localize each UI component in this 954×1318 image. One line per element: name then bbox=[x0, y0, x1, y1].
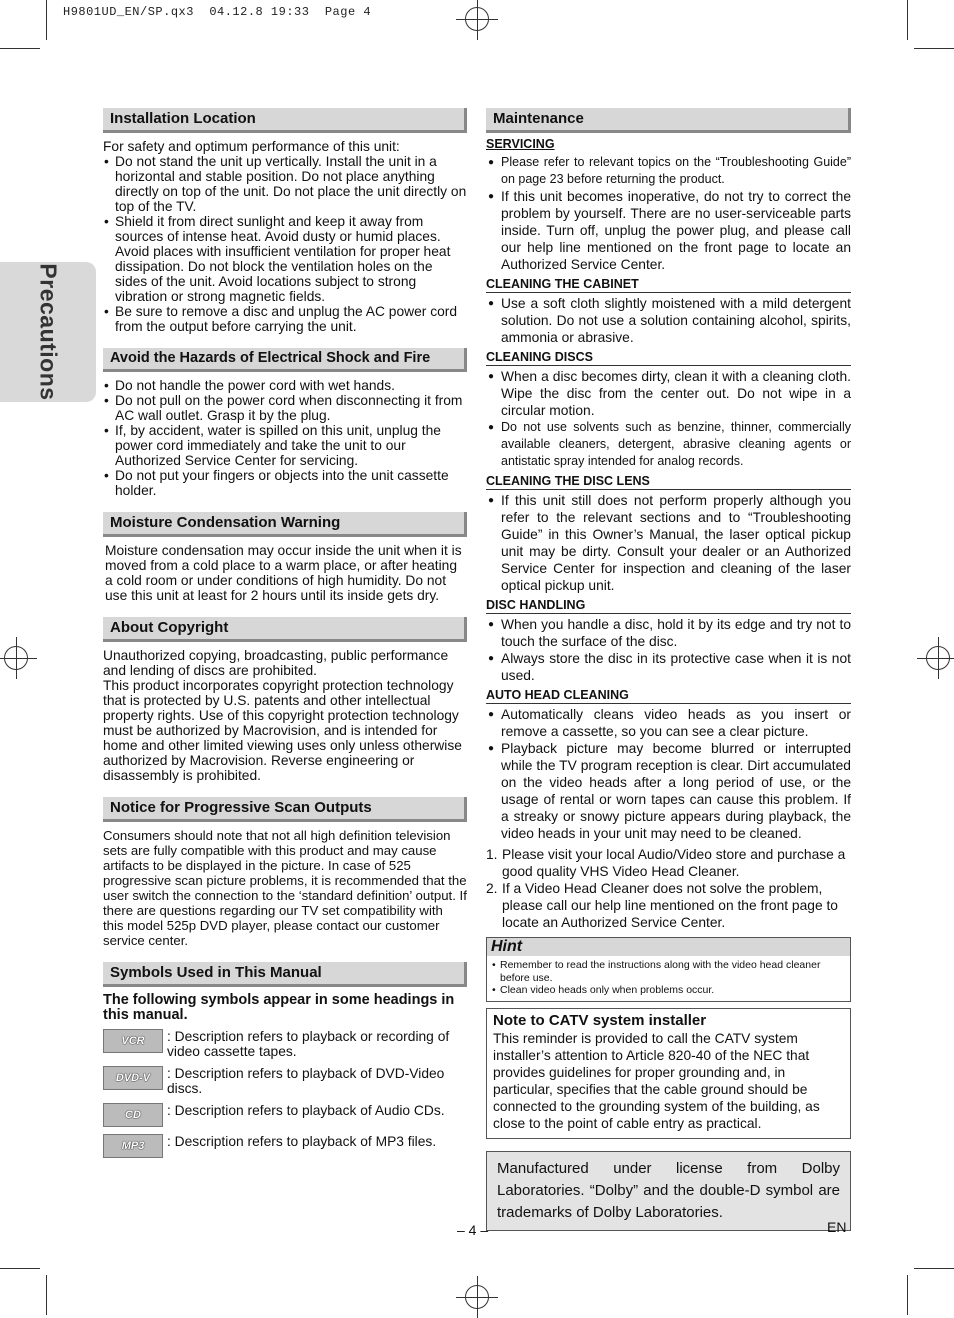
symbol-row bbox=[103, 1029, 467, 1059]
catv-text: This reminder is provided to call the CATV system installer’s attention to Article 820-40 of the NEC that provides guidelines for proper grounding and, in particular, specifies that the cable ground should be connected to the grounding system of the building, as close to the point of cable entry as practical. bbox=[493, 1030, 820, 1131]
progressive-text: Consumers should note that not all high definition television sets are fully compatible with this product and may cause artifacts to be displayed in the picture. In case of 525 progressive scan picture problems, it is recommended that the user switch the connection to the ‘standard definition’ output. If there are questions regarding our TV set compatibility with this model 525p DVD player, please contact our customer service center. bbox=[103, 828, 467, 948]
section-heading: Maintenance bbox=[486, 108, 851, 133]
symbol-row bbox=[103, 1134, 467, 1158]
symbols-section bbox=[103, 962, 467, 1158]
subheading: SERVICING bbox=[486, 137, 555, 151]
symbol-description: : Description refers to playback or recording of video cassette tapes. bbox=[167, 1029, 450, 1059]
cd-icon: CD bbox=[103, 1103, 163, 1127]
symbol-description: : Description refers to playback of MP3 files. bbox=[167, 1134, 437, 1149]
section-heading: Moisture Condensation Warning bbox=[103, 512, 467, 537]
list-item: • Do not put your fingers or objects into the unit cassette holder. bbox=[104, 468, 449, 498]
list-item: ● Always store the disc in its protective case when it is not used. bbox=[488, 651, 851, 683]
vcr-icon: VCR bbox=[103, 1029, 163, 1053]
list-item: • Clean video heads only when problems occur. bbox=[492, 984, 715, 996]
list-item: ● When a disc becomes dirty, clean it with a cleaning cloth. Wipe the disc from the center out. Do not wipe in a circular motion. bbox=[488, 369, 851, 418]
section-heading: About Copyright bbox=[103, 617, 467, 642]
hint-title: Hint bbox=[487, 938, 850, 956]
list-item: • Be sure to remove a disc and unplug the AC power cord from the output before carrying the unit. bbox=[104, 304, 458, 334]
subheading: AUTO HEAD CLEANING bbox=[486, 688, 851, 704]
copyright-text: This product incorporates copyright protection technology that is protected by U.S. patents and other intellectual property rights. Use of this copyright protection technology must be authorized by Macrovision, and is intended for home and other limited viewing uses only unless otherwise authorized by Macrovision. Reverse engineering or disassembly is prohibited. bbox=[103, 678, 462, 783]
crop-mark bbox=[907, 0, 908, 40]
registration-mark-icon bbox=[926, 646, 950, 670]
registration-mark-icon bbox=[465, 1285, 489, 1309]
moisture-section bbox=[103, 512, 467, 603]
section-heading: Installation Location bbox=[103, 108, 467, 133]
section-heading: Notice for Progressive Scan Outputs bbox=[103, 797, 467, 822]
section-heading: Avoid the Hazards of Electrical Shock and Fire bbox=[103, 348, 467, 372]
list-item: • Do not handle the power cord with wet hands. bbox=[104, 378, 395, 393]
print-header: H9801UD_EN/SP.qx3 04.12.8 19:33 Page 4 bbox=[63, 5, 372, 19]
subheading: CLEANING THE DISC LENS bbox=[486, 474, 851, 490]
list-item: • Shield it from direct sunlight and keep it away from sources of intense heat. Avoid dusty or humid places. Avoid places with insufficient ventilation for proper heat dissipation. Do not block the ventilation holes on the sides of the unit. Avoid locations subject to strong vibration or strong magnetic fields. bbox=[104, 214, 451, 304]
dvd-video-icon: DVD-V bbox=[103, 1066, 163, 1090]
symbol-row bbox=[103, 1066, 467, 1096]
crop-mark bbox=[0, 1268, 40, 1269]
registration-mark-icon bbox=[4, 646, 28, 670]
list-item: ● Playback picture may become blurred or interrupted while the TV program reception is clear. Dirt accumulated on the video heads after a long period of use, or the usage of rental or worn tapes can cause this problem. If a streaky or snowy picture appears during playback, the video heads in your unit may need to be cleaned. bbox=[488, 741, 851, 841]
mp3-icon: MP3 bbox=[103, 1134, 163, 1158]
symbol-description: : Description refers to playback of DVD-Video discs. bbox=[167, 1066, 445, 1096]
list-item: ● If this unit becomes inoperative, do not try to correct the problem by yourself. There are no user-serviceable parts inside. Turn off, unplug the power plug, and please call our help line mentioned on the front page to locate an Authorized Service Center. bbox=[488, 189, 851, 272]
list-item: ● Use a soft cloth slightly moistened with a mild detergent solution. Do not use a solution containing alcohol, spirits, ammonia or abrasive. bbox=[488, 296, 851, 345]
list-item: ● When you handle a disc, hold it by its edge and try not to touch the surface of the disc. bbox=[488, 617, 851, 649]
progressive-section bbox=[103, 797, 467, 948]
copyright-text: Unauthorized copying, broadcasting, public performance and lending of discs are prohibited. bbox=[103, 648, 449, 678]
section-heading: Symbols Used in This Manual bbox=[103, 962, 467, 987]
catv-title: Note to CATV system installer bbox=[493, 1011, 707, 1029]
page-number: – 4 – bbox=[457, 1222, 489, 1238]
numbered-item: 1. Please visit your local Audio/Video store and purchase a good quality VHS Video Head Cleaner. bbox=[486, 847, 846, 879]
symbols-lead: The following symbols appear in some headings in this manual. bbox=[103, 992, 455, 1023]
symbol-description: : Description refers to playback of Audio CDs. bbox=[167, 1103, 445, 1118]
crop-mark bbox=[46, 0, 47, 40]
list-item: ● If this unit still does not perform properly although you refer to the relevant sections and to “Troubleshooting Guide” in this Owner’s Manual, the laser optical pickup unit may be dirty. Consult your dealer or an Authorized Service Center for inspection and cleaning of the laser optical pickup unit. bbox=[488, 493, 851, 593]
hint-box bbox=[486, 937, 851, 1002]
side-tab bbox=[0, 262, 96, 402]
crop-mark bbox=[914, 1268, 954, 1269]
crop-mark bbox=[0, 48, 40, 49]
subheading: CLEANING THE CABINET bbox=[486, 277, 851, 293]
catv-note-box bbox=[486, 1008, 851, 1139]
moisture-text: Moisture condensation may occur inside the unit when it is moved from a cold place to a warm place, or after heating a cold room or under conditions of high humidity. Do not use this unit at least for 2 hours until its inside gets dry. bbox=[105, 543, 462, 603]
language-code: EN bbox=[827, 1219, 847, 1235]
list-item: • Do not pull on the power cord when disconnecting it from AC wall outlet. Grasp it by the plug. bbox=[104, 393, 463, 423]
crop-mark bbox=[914, 48, 954, 49]
list-item: • Do not stand the unit up vertically. Install the unit in a horizontal and stable position. Do not place anything directly on top of the unit. Do not place the unit directly on top of the TV. bbox=[104, 154, 467, 214]
subheading: CLEANING DISCS bbox=[486, 350, 851, 366]
subheading: DISC HANDLING bbox=[486, 598, 851, 614]
installation-intro: For safety and optimum performance of this unit: bbox=[103, 139, 400, 154]
list-item: • If, by accident, water is spilled on this unit, unplug the power cord immediately and take the unit to our Authorized Service Center for servicing. bbox=[104, 423, 441, 468]
symbol-row bbox=[103, 1103, 467, 1127]
left-column bbox=[103, 108, 467, 1172]
dolby-notice: Manufactured under license from Dolby Laboratories. “Dolby” and the double-D symbol are trademarks of Dolby Laboratories. bbox=[486, 1151, 851, 1231]
numbered-item: 2. If a Video Head Cleaner does not solve the problem, please call our help line mentioned on the front page to locate an Authorized Service Center. bbox=[486, 881, 838, 930]
crop-mark bbox=[907, 1275, 908, 1315]
side-tab-label: Precautions bbox=[35, 263, 62, 401]
list-item: ● Do not use solvents such as benzine, thinner, commercially available cleaners, detergent, abrasive cleaning agents or antistatic spray intended for analog records. bbox=[488, 420, 851, 468]
hazards-section bbox=[103, 348, 467, 498]
installation-section bbox=[103, 108, 467, 334]
list-item: • Remember to read the instructions along with the video head cleaner before use. bbox=[492, 959, 821, 984]
copyright-section bbox=[103, 617, 467, 783]
hint-body bbox=[487, 956, 850, 1001]
crop-mark bbox=[46, 1275, 47, 1315]
registration-mark-icon bbox=[465, 7, 489, 31]
right-column bbox=[486, 108, 851, 1231]
list-item: ● Automatically cleans video heads as you insert or remove a cassette, so you can see a clear picture. bbox=[488, 707, 851, 739]
list-item: ● Please refer to relevant topics on the “Troubleshooting Guide” on page 23 before returning the product. bbox=[488, 155, 851, 186]
